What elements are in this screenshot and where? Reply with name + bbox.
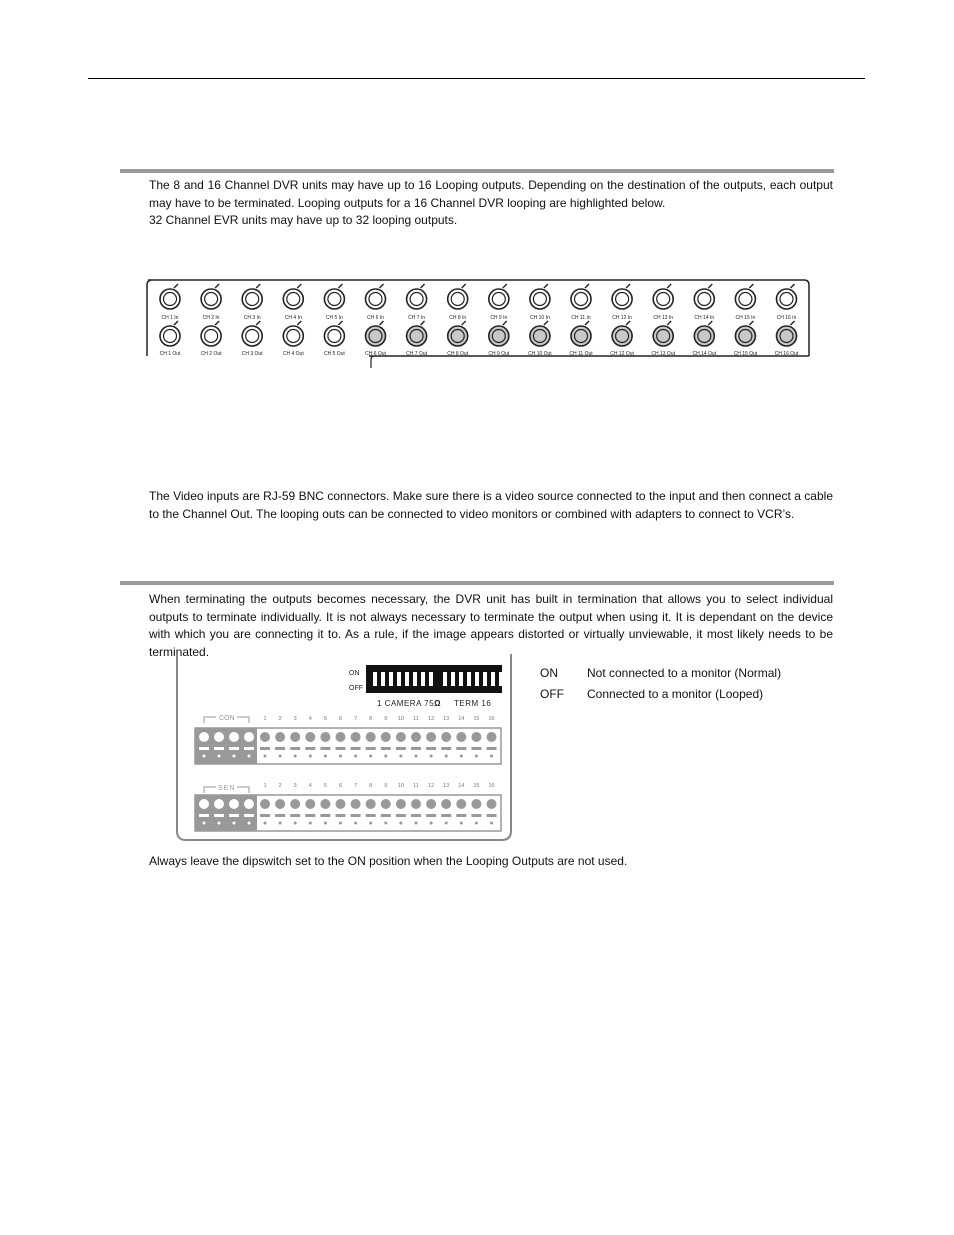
bnc-input-label: CH 5 In bbox=[325, 315, 343, 321]
bnc-output-label: CH 1 Out bbox=[159, 351, 181, 357]
dip-on-label: ON bbox=[349, 670, 360, 677]
bnc-output-connector bbox=[160, 321, 181, 357]
bnc-input-connector bbox=[612, 284, 632, 321]
channel-number: 3 bbox=[293, 783, 297, 789]
dip-caption-right: TERM 16 bbox=[454, 699, 492, 708]
bnc-input-label: CH 1 In bbox=[161, 315, 179, 321]
channel-number: 15 bbox=[473, 716, 480, 722]
intro-paragraph: The 8 and 16 Channel DVR units may have up to 16 Looping outputs. Depending on the destination of the outputs, each output may have to be terminated. Looping outputs for a 16 Channel DVR looping are highlighted below. bbox=[149, 178, 833, 210]
bnc-output-label: CH 11 Out bbox=[569, 351, 593, 357]
ohm-symbol: Ω bbox=[434, 699, 441, 708]
channel-number: 8 bbox=[369, 783, 373, 789]
section-rule-2 bbox=[120, 581, 834, 585]
dip-switch-key[interactable] bbox=[405, 672, 409, 686]
bnc-output-connector bbox=[651, 321, 675, 357]
legend-value: Not connected to a monitor (Normal) bbox=[587, 666, 782, 680]
legend-row-on bbox=[540, 666, 800, 682]
bnc-output-label: CH 10 Out bbox=[528, 351, 552, 357]
bnc-input-label: CH 12 In bbox=[612, 315, 632, 321]
bnc-input-label: CH 6 In bbox=[367, 315, 384, 321]
dip-switch-key[interactable] bbox=[413, 672, 417, 686]
svg-text:1 CAMERA 75Ω bbox=[377, 699, 441, 708]
dipswitch-legend bbox=[540, 666, 800, 706]
legend-key: OFF bbox=[540, 687, 564, 701]
dip-switch-key[interactable] bbox=[459, 672, 463, 686]
bnc-output-label: CH 3 Out bbox=[241, 351, 263, 357]
bnc-output-connector bbox=[569, 321, 593, 357]
bnc-output-label: CH 15 Out bbox=[733, 351, 758, 357]
dipswitch-note: Always leave the dipswitch set to the ON position when the Looping Outputs are not used. bbox=[149, 854, 628, 868]
dipswitch-diagram bbox=[172, 654, 514, 844]
bnc-output-label: CH 7 Out bbox=[406, 351, 428, 357]
bnc-output-label: CH 12 Out bbox=[610, 351, 634, 357]
bnc-input-label: CH 7 In bbox=[408, 315, 426, 321]
channel-number: 8 bbox=[369, 716, 373, 722]
channel-number: 4 bbox=[308, 716, 312, 722]
channel-number: 5 bbox=[323, 783, 327, 789]
bnc-output-connector bbox=[406, 321, 427, 357]
con-label: CON bbox=[219, 715, 235, 722]
legend-key: ON bbox=[540, 666, 558, 680]
bnc-output-connector bbox=[775, 321, 799, 357]
section-rule bbox=[120, 169, 834, 173]
dip-switch-key[interactable] bbox=[429, 672, 433, 686]
bnc-input-label: CH 14 In bbox=[694, 315, 715, 321]
bnc-input-connector bbox=[489, 284, 509, 321]
bnc-output-connector bbox=[488, 321, 509, 357]
channel-number: 11 bbox=[413, 716, 419, 722]
bnc-output-connector bbox=[201, 321, 222, 357]
channel-number: 5 bbox=[323, 716, 327, 722]
dip-switch-key[interactable] bbox=[421, 672, 425, 686]
channel-number: 4 bbox=[308, 783, 312, 789]
bnc-output-label: CH 14 Out bbox=[692, 351, 717, 357]
dip-switch-key[interactable] bbox=[475, 672, 479, 686]
bnc-input-connector bbox=[160, 284, 180, 321]
dip-switch-key[interactable] bbox=[397, 672, 401, 686]
dip-switch-key[interactable] bbox=[467, 672, 471, 686]
bnc-output-connector bbox=[242, 321, 263, 357]
bnc-input-connector bbox=[201, 284, 221, 321]
bnc-output-label: CH 6 Out bbox=[365, 351, 386, 357]
bnc-input-connector bbox=[653, 284, 673, 321]
dip-off-label: OFF bbox=[349, 685, 363, 692]
bnc-output-connector bbox=[528, 321, 552, 357]
channel-number: 13 bbox=[443, 716, 450, 722]
bnc-input-connector bbox=[735, 284, 755, 321]
channel-number: 12 bbox=[428, 716, 435, 722]
bnc-input-connector bbox=[694, 284, 714, 321]
channel-number: 12 bbox=[428, 783, 435, 789]
bnc-output-label: CH 8 Out bbox=[447, 351, 469, 357]
bnc-input-label: CH 15 In bbox=[735, 315, 756, 321]
channel-number: 16 bbox=[488, 783, 495, 789]
bnc-input-label: CH 16 In bbox=[776, 315, 797, 321]
dip-switch-key[interactable] bbox=[483, 672, 487, 686]
channel-number: 10 bbox=[397, 716, 404, 722]
bnc-input-label: CH 4 In bbox=[284, 315, 302, 321]
bnc-input-label: CH 8 In bbox=[449, 315, 467, 321]
dip-switch-block bbox=[366, 665, 502, 693]
bnc-input-connector bbox=[324, 284, 344, 321]
channel-number: 11 bbox=[413, 783, 419, 789]
bnc-input-connector bbox=[571, 284, 591, 321]
bnc-input-connector bbox=[777, 284, 797, 321]
channel-number: 3 bbox=[293, 716, 297, 722]
sen-label: SEN bbox=[218, 785, 236, 792]
bnc-output-connector bbox=[447, 321, 468, 357]
channel-number: 7 bbox=[354, 716, 358, 722]
bnc-output-connector bbox=[324, 321, 345, 357]
bnc-output-connector bbox=[283, 321, 304, 357]
channel-number: 6 bbox=[338, 783, 343, 789]
dip-switch-key[interactable] bbox=[389, 672, 393, 686]
channel-number: 1 bbox=[263, 716, 267, 722]
channel-number: 15 bbox=[473, 783, 480, 789]
bnc-output-label: CH 9 Out bbox=[488, 351, 510, 357]
termination-paragraph: When terminating the outputs becomes necessary, the DVR unit has built in termination that allows you to select individual outputs to terminate individually. It is not always necessary to terminate the output when using it. It is dependant on the device with which you are connecting it to. As a rule, if the image appears distorted or virtually unviewable, it most likely needs to be terminated. bbox=[149, 592, 833, 659]
bnc-input-label: CH 9 In bbox=[490, 315, 508, 321]
dip-caption-left: 1 CAMERA 75 bbox=[377, 699, 435, 708]
legend-row-off bbox=[540, 687, 800, 703]
dip-switch-key[interactable] bbox=[451, 672, 455, 686]
bnc-input-label: CH 13 In bbox=[653, 315, 674, 321]
bnc-input-connector bbox=[407, 284, 427, 321]
channel-number: 13 bbox=[443, 783, 450, 789]
bnc-output-connector bbox=[610, 321, 634, 357]
dip-switch-key[interactable] bbox=[443, 672, 447, 686]
bnc-output-label: CH 4 Out bbox=[282, 351, 304, 357]
dip-switch-key[interactable] bbox=[381, 672, 385, 686]
channel-number: 6 bbox=[338, 716, 343, 722]
header-rule bbox=[88, 78, 865, 79]
bnc-output-connector bbox=[365, 321, 386, 357]
bnc-output-label: CH 16 Out bbox=[774, 351, 799, 357]
bnc-input-connector bbox=[366, 284, 386, 321]
dip-switch-key[interactable] bbox=[499, 672, 503, 686]
dip-switch-key[interactable] bbox=[373, 672, 377, 686]
bnc-input-connector bbox=[448, 284, 468, 321]
bnc-input-label: CH 2 In bbox=[202, 315, 220, 321]
channel-number: 9 bbox=[384, 716, 388, 722]
channel-number: 9 bbox=[384, 783, 388, 789]
bnc-output-label: CH 13 Out bbox=[651, 351, 676, 357]
channel-number: 14 bbox=[458, 783, 465, 789]
bnc-input-connector bbox=[283, 284, 303, 321]
channel-number: 2 bbox=[278, 783, 282, 789]
bnc-output-label: CH 5 Out bbox=[323, 351, 345, 357]
bnc-input-connector bbox=[242, 284, 262, 321]
bnc-input-label: CH 10 In bbox=[530, 315, 550, 321]
channel-number: 14 bbox=[458, 716, 465, 722]
evr-note: 32 Channel EVR units may have up to 32 looping outputs. bbox=[149, 213, 458, 227]
dip-switch-key[interactable] bbox=[491, 672, 495, 686]
bnc-input-connector bbox=[530, 284, 550, 321]
channel-number: 10 bbox=[397, 783, 404, 789]
bnc-output-connector bbox=[692, 321, 716, 357]
channel-number: 1 bbox=[263, 783, 267, 789]
bnc-output-label: CH 2 Out bbox=[200, 351, 222, 357]
channel-number: 2 bbox=[278, 716, 282, 722]
video-inputs-paragraph: The Video inputs are RJ-59 BNC connectors. Make sure there is a video source connected to the input and then connect a cable to the Channel Out. The looping outs can be connected to video monitors or combined with adapters to connect to VCR’s. bbox=[149, 489, 833, 521]
bnc-panel bbox=[140, 278, 816, 368]
legend-value: Connected to a monitor (Looped) bbox=[587, 687, 764, 701]
bnc-input-label: CH 11 In bbox=[571, 315, 591, 321]
bnc-input-label: CH 3 In bbox=[243, 315, 261, 321]
bnc-output-connector bbox=[734, 321, 758, 357]
channel-number: 16 bbox=[488, 716, 495, 722]
channel-number: 7 bbox=[354, 783, 358, 789]
